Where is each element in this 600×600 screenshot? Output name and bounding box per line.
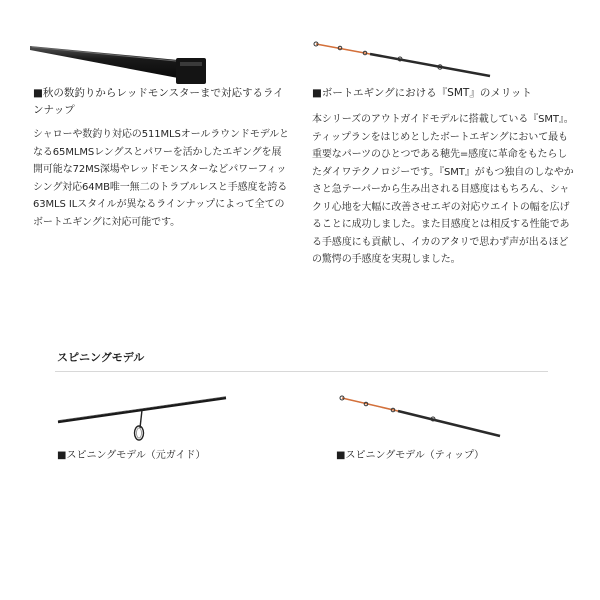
bottom-left-caption: ■スピニングモデル（元ガイド） [57,450,206,461]
rod-handle-image [28,38,208,86]
rod-tip-image-2 [338,394,504,440]
top-right-heading: ■ボートエギングにおける『SMT』のメリット [312,87,532,99]
bottom-right-caption: ■スピニングモデル（ティップ） [336,450,485,461]
top-left-body: シャローや数釣り対応の511MLSオールラウンドモデルとなる65MLMSレングスとパワーを活かしたエギングを展開可能な72MS深場やレッドモンスターなどパワーフィッシング対応64MB唯一無二のトラブルレスと手感度を誇る63MLS ILスタイルが異なるラインナップによって全てのボートエギングに対応可能です。 [33,129,289,228]
top-right-body: 本シリーズのアウトガイドモデルに搭載している『SMT』。ティップランをはじめとしたボートエギングにおいて最も重要なパーツのひとつである穂先=感度に革命をもたらしたダイワテクノロジーです。『SMT』がもつ独自のしなやかさと急テーパーから生み出される目感度はもちろん、シャクリ心地を大幅に改善させエギの対応ウエイトの幅を広げることに成功しました。また目感度とは相反する性能である手感度にも貢献し、イカのアタリで思わず声が出るほどの驚愕の手感度を実現しました。 [312,114,574,265]
rod-guide-image [54,394,230,444]
section-title-spinning: スピニングモデル [57,351,145,364]
section-divider [55,371,548,372]
rod-tip-image [310,38,492,80]
top-left-heading: ■秋の数釣りからレッドモンスターまで対応するラインナップ [33,87,284,116]
